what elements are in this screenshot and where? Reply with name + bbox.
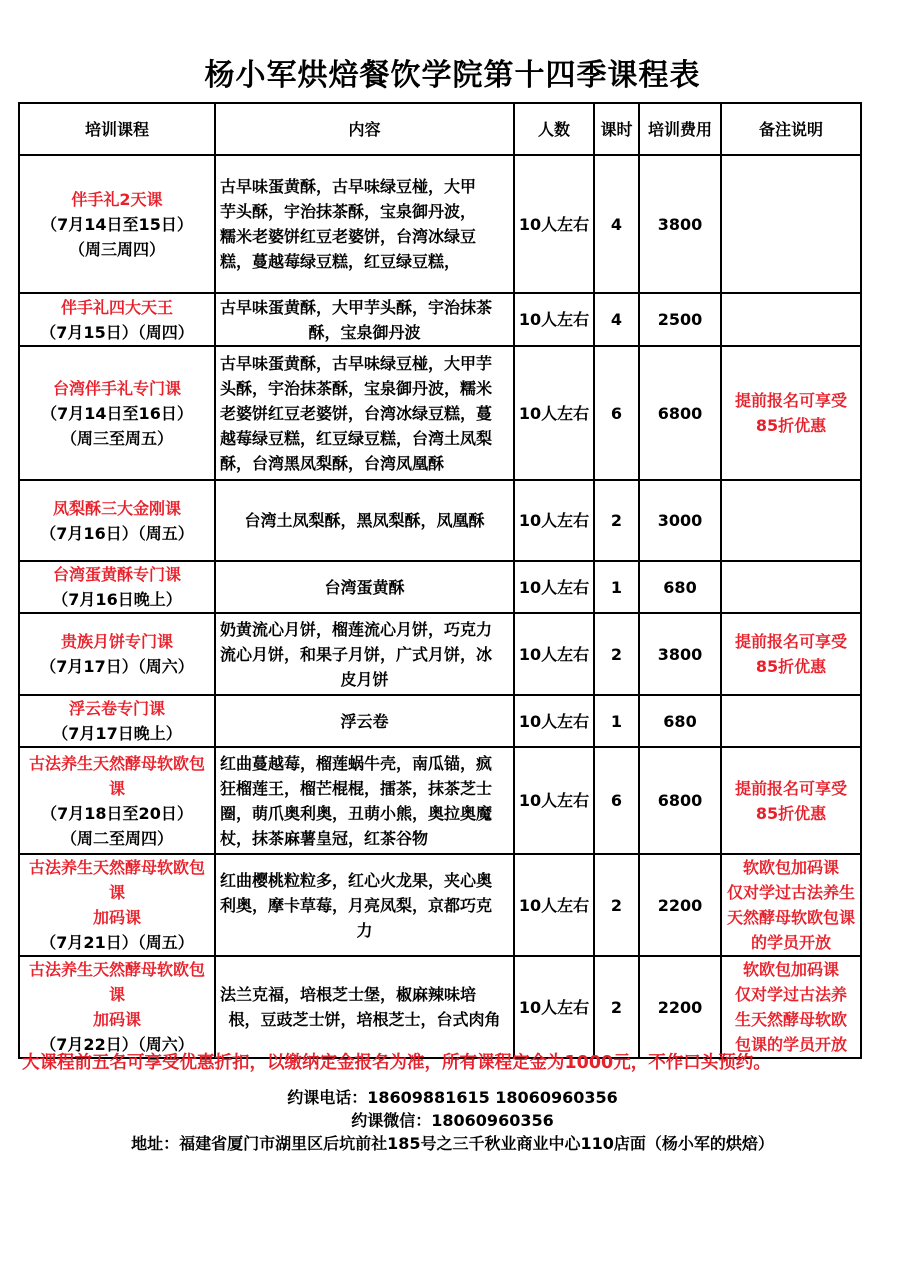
remark-cell xyxy=(721,293,861,346)
content-line: 圈，萌爪奥利奥，丑萌小熊，奥拉奥魔 xyxy=(220,803,493,823)
content-cell xyxy=(215,561,514,613)
content-cell xyxy=(215,747,514,854)
people-cell: 10人左右 xyxy=(514,747,594,854)
remark-line: 85折优惠 xyxy=(755,803,827,823)
content-line: 古早味蛋黄酥，古早味绿豆椪，大甲芋 xyxy=(220,353,493,373)
fee-cell: 2200 xyxy=(639,956,721,1058)
fee-cell: 3000 xyxy=(639,480,721,561)
course-cell xyxy=(19,155,215,293)
content-line: 红曲樱桃粒粒多，红心火龙果，夹心奥 xyxy=(220,870,493,890)
remark-line: 85折优惠 xyxy=(755,416,827,435)
contact-address: 地址：福建省厦门市湖里区后坑前社185号之三千秋业商业中心110店面（杨小军的烘焙） xyxy=(131,1134,774,1153)
course-name-suffix: 加码课 xyxy=(92,1010,141,1029)
remark-cell xyxy=(721,695,861,747)
remark-line: 仅对学过古法养 xyxy=(734,985,847,1004)
course-name: 伴手礼四大天王 xyxy=(60,297,173,317)
table-row xyxy=(19,293,861,346)
remark-line: 软欧包加码课 xyxy=(742,960,839,979)
content-line: 皮月饼 xyxy=(340,669,389,689)
content-line: 糯米老婆饼红豆老婆饼，台湾冰绿豆 xyxy=(220,227,477,246)
remark-cell xyxy=(721,480,861,561)
remark-cell xyxy=(721,155,861,293)
remark-cell xyxy=(721,561,861,613)
header-fee: 培训费用 xyxy=(639,103,721,155)
content-line: 力 xyxy=(356,920,373,940)
content-cell xyxy=(215,695,514,747)
content-line: 古早味蛋黄酥，古早味绿豆椪，大甲 xyxy=(220,177,477,196)
remark-cell xyxy=(721,956,861,1058)
course-cell xyxy=(19,561,215,613)
remark-cell xyxy=(721,346,861,480)
hours-cell: 4 xyxy=(594,293,639,346)
page-title: 杨小军烘焙餐饮学院第十四季课程表 xyxy=(204,58,701,93)
hours-cell: 1 xyxy=(594,695,639,747)
content-line: 根，豆豉芝士饼，培根芝士，台式肉角 xyxy=(228,1010,501,1029)
course-date: （周三至周五） xyxy=(60,428,173,448)
content-cell xyxy=(215,155,514,293)
content-line: 酥，台湾黑凤梨酥，台湾凤凰酥 xyxy=(220,453,445,473)
remark-cell xyxy=(721,613,861,695)
course-cell xyxy=(19,613,215,695)
remark-cell xyxy=(721,747,861,854)
remark-line: 软欧包加码课 xyxy=(742,858,839,877)
fee-cell: 6800 xyxy=(639,747,721,854)
remark-line: 天然酵母软欧包课 xyxy=(726,908,855,927)
course-schedule-table xyxy=(18,102,862,1059)
people-cell: 10人左右 xyxy=(514,613,594,695)
course-date: （7月16日）（周五） xyxy=(40,523,194,543)
course-date: （7月16日晚上） xyxy=(52,590,182,609)
hours-cell: 6 xyxy=(594,346,639,480)
table-row xyxy=(19,155,861,293)
people-cell: 10人左右 xyxy=(514,854,594,956)
hours-cell: 4 xyxy=(594,155,639,293)
course-date: （7月17日）（周六） xyxy=(40,657,194,676)
course-date: （7月22日）（周六） xyxy=(40,1035,194,1054)
remark-line: 提前报名可享受 xyxy=(734,778,847,798)
content-line: 古早味蛋黄酥，大甲芋头酥，宇治抹茶 xyxy=(220,297,493,317)
table-header-row xyxy=(19,103,861,155)
course-name: 台湾蛋黄酥专门课 xyxy=(52,565,181,584)
fee-cell: 3800 xyxy=(639,155,721,293)
content-cell xyxy=(215,613,514,695)
content-line: 浮云卷 xyxy=(340,711,389,731)
remark-line: 85折优惠 xyxy=(755,657,827,676)
course-date: （周三周四） xyxy=(68,239,165,259)
fee-cell: 2200 xyxy=(639,854,721,956)
people-cell: 10人左右 xyxy=(514,695,594,747)
hours-cell: 2 xyxy=(594,956,639,1058)
content-line: 头酥，宇治抹茶酥，宝泉御丹波，糯米 xyxy=(220,378,493,398)
course-date: （周二至周四） xyxy=(60,828,173,848)
table-row xyxy=(19,747,861,854)
course-name: 凤梨酥三大金刚课 xyxy=(52,498,181,518)
content-cell xyxy=(215,854,514,956)
hours-cell: 2 xyxy=(594,480,639,561)
course-name: 浮云卷专门课 xyxy=(68,699,165,718)
content-line: 奶黄流心月饼，榴莲流心月饼，巧克力 xyxy=(220,619,493,639)
course-date: （7月15日）（周四） xyxy=(40,322,194,342)
hours-cell: 2 xyxy=(594,854,639,956)
people-cell: 10人左右 xyxy=(514,480,594,561)
course-name: 台湾伴手礼专门课 xyxy=(52,378,181,398)
course-name: 古法养生天然酵母软欧包课 xyxy=(28,753,205,798)
course-date: （7月21日）（周五） xyxy=(40,933,194,952)
header-content: 内容 xyxy=(215,103,514,155)
people-cell: 10人左右 xyxy=(514,293,594,346)
contact-wechat: 约课微信：18060960356 xyxy=(351,1111,554,1130)
course-name-suffix: 加码课 xyxy=(92,908,141,927)
fee-cell: 680 xyxy=(639,695,721,747)
people-cell: 10人左右 xyxy=(514,561,594,613)
content-cell xyxy=(215,346,514,480)
content-line: 法兰克福，培根芝士堡，椒麻辣味培 xyxy=(220,985,477,1004)
table-row xyxy=(19,480,861,561)
remark-cell xyxy=(721,854,861,956)
content-line: 台湾土凤梨酥，黑凤梨酥，凤凰酥 xyxy=(244,511,485,530)
content-line: 芋头酥，宇治抹茶酥，宝泉御丹波， xyxy=(220,202,477,221)
header-hours: 课时 xyxy=(594,103,639,155)
hours-cell: 2 xyxy=(594,613,639,695)
remark-line: 提前报名可享受 xyxy=(734,391,847,410)
course-cell xyxy=(19,695,215,747)
course-name: 古法养生天然酵母软欧包课 xyxy=(28,960,205,1004)
course-cell xyxy=(19,480,215,561)
content-line: 狂榴莲王，榴芒棍棍，擂茶，抹茶芝士 xyxy=(220,778,493,798)
people-cell: 10人左右 xyxy=(514,956,594,1058)
course-cell xyxy=(19,747,215,854)
course-date: （7月18日至20日） xyxy=(41,803,193,823)
content-line: 红曲蔓越莓，榴莲蜗牛壳，南瓜锚，疯 xyxy=(220,753,493,773)
content-cell xyxy=(215,293,514,346)
content-line: 流心月饼，和果子月饼，广式月饼，冰 xyxy=(220,644,493,664)
content-line: 杖，抹茶麻薯皇冠，红茶谷物 xyxy=(220,828,429,848)
course-date: （7月14日至16日） xyxy=(41,403,193,423)
fee-cell: 3800 xyxy=(639,613,721,695)
hours-cell: 1 xyxy=(594,561,639,613)
contact-phone: 约课电话：18609881615 18060960356 xyxy=(287,1088,618,1107)
table-row xyxy=(19,956,861,1058)
content-cell xyxy=(215,956,514,1058)
table-row xyxy=(19,346,861,480)
fee-cell: 2500 xyxy=(639,293,721,346)
course-date: （7月14日至15日） xyxy=(41,214,193,234)
course-name: 古法养生天然酵母软欧包课 xyxy=(28,858,205,902)
content-line: 利奥，摩卡草莓，月亮凤梨，京都巧克 xyxy=(220,895,493,915)
content-line: 酥，宝泉御丹波 xyxy=(308,322,421,342)
course-cell xyxy=(19,956,215,1058)
course-name: 贵族月饼专门课 xyxy=(60,632,173,651)
header-people: 人数 xyxy=(514,103,594,155)
people-cell: 10人左右 xyxy=(514,346,594,480)
course-date: （7月17日晚上） xyxy=(52,724,182,743)
content-line: 老婆饼红豆老婆饼，台湾冰绿豆糕，蔓 xyxy=(220,403,493,423)
remark-line: 包课的学员开放 xyxy=(734,1035,847,1054)
header-remark: 备注说明 xyxy=(721,103,861,155)
fee-cell: 680 xyxy=(639,561,721,613)
content-cell xyxy=(215,480,514,561)
header-course: 培训课程 xyxy=(19,103,215,155)
deposit-notice: 大课程前五名可享受优惠折扣，以缴纳定金报名为准，所有课程定金为1000元，不作口头预约。 xyxy=(22,1053,771,1073)
course-name: 伴手礼2天课 xyxy=(71,189,163,209)
table-row xyxy=(19,613,861,695)
hours-cell: 6 xyxy=(594,747,639,854)
remark-line: 仅对学过古法养生 xyxy=(726,883,855,902)
content-line: 糕，蔓越莓绿豆糕，红豆绿豆糕， xyxy=(220,252,461,271)
content-line: 越莓绿豆糕，红豆绿豆糕，台湾土凤梨 xyxy=(220,428,493,448)
remark-line: 生天然酵母软欧 xyxy=(734,1010,847,1029)
course-cell xyxy=(19,854,215,956)
course-cell xyxy=(19,293,215,346)
content-line: 台湾蛋黄酥 xyxy=(324,577,405,597)
remark-line: 提前报名可享受 xyxy=(734,632,847,651)
people-cell: 10人左右 xyxy=(514,155,594,293)
course-cell xyxy=(19,346,215,480)
table-row xyxy=(19,854,861,956)
table-row xyxy=(19,561,861,613)
remark-line: 的学员开放 xyxy=(750,933,831,952)
fee-cell: 6800 xyxy=(639,346,721,480)
table-row xyxy=(19,695,861,747)
